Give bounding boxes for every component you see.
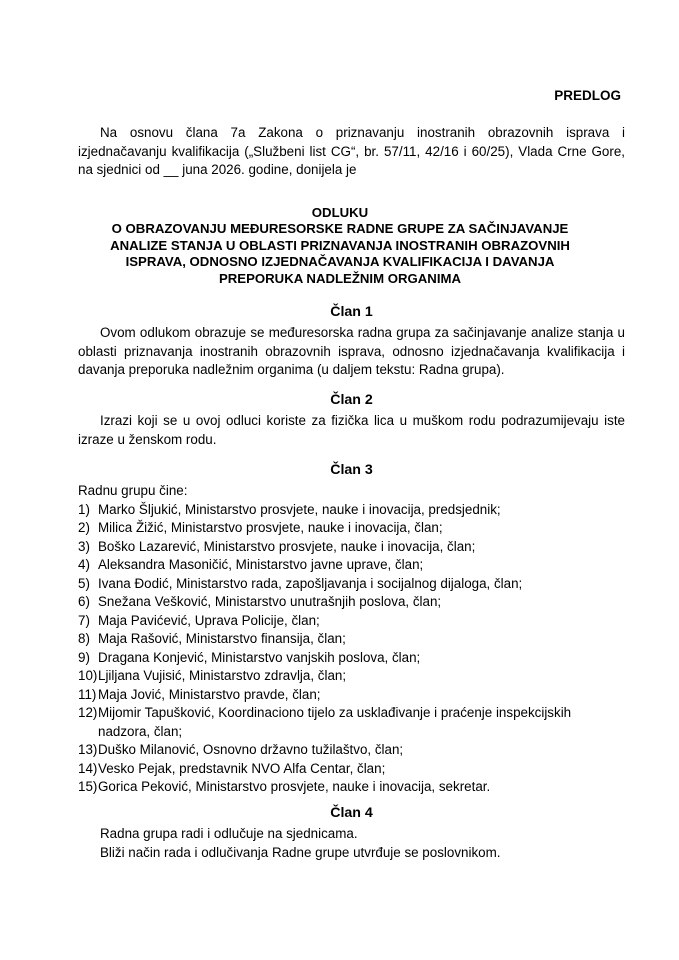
- list-number: 5): [78, 575, 90, 591]
- list-item: [78, 538, 625, 557]
- member-text: Aleksandra Masoničić, Ministarstvo javne uprave, član;: [98, 557, 424, 572]
- list-item: [78, 501, 625, 520]
- article-3: [78, 462, 625, 797]
- member-text: Mijomir Tapušković, Koordinaciono tijelo za usklađivanje i praćenje inspekcijskih nadzora, član;: [98, 705, 572, 739]
- document-title: [60, 205, 620, 287]
- member-text: Dragana Konjević, Ministarstvo vanjskih poslova, član;: [98, 649, 421, 665]
- list-item: [78, 649, 625, 668]
- list-number: 2): [78, 520, 90, 535]
- member-list: [78, 501, 625, 797]
- member-text: Vesko Pejak, predstavnik NVO Alfa Centar, član;: [98, 760, 386, 776]
- title-line: ISPRAVA, ODNOSNO IZJEDNAČAVANJA KVALIFIKACIJA I DAVANJA: [125, 254, 555, 270]
- list-number: 8): [78, 631, 90, 646]
- list-item: [78, 667, 625, 686]
- list-number: 3): [78, 538, 90, 554]
- article-heading: Član 2: [330, 392, 373, 408]
- member-text: Gorica Peković, Ministarstvo prosvjete, nauke i inovacija, sekretar.: [98, 779, 491, 794]
- list-item: [78, 575, 625, 594]
- member-list-intro: Radnu grupu čine:: [78, 483, 188, 498]
- article-heading: Član 3: [330, 462, 373, 478]
- list-number: 11): [78, 686, 97, 702]
- member-text: Ivana Đodić, Ministarstvo rada, zapošljavanja i socijalnog dijaloga, član;: [98, 575, 523, 591]
- title-line: PREPORUKA NADLEŽNIM ORGANIMA: [218, 270, 461, 286]
- article-2: [78, 392, 625, 449]
- list-item: [78, 686, 625, 705]
- list-number: 4): [78, 557, 90, 572]
- member-text: Boško Lazarević, Ministarstvo prosvjete, nauke i inovacija, član;: [98, 538, 476, 554]
- list-item: [78, 630, 625, 649]
- list-number: 7): [78, 612, 90, 628]
- member-text: Duško Milanović, Osnovno državno tužilaštvo, član;: [98, 742, 404, 757]
- member-text: Milica Žižić, Ministarstvo prosvjete, nauke i inovacija, član;: [98, 520, 443, 535]
- list-item: [78, 556, 625, 575]
- list-item: [78, 593, 625, 612]
- article-heading: Član 4: [330, 805, 373, 821]
- member-text: Marko Šljukić, Ministarstvo prosvjete, nauke i inovacija, predsjednik;: [98, 501, 501, 517]
- title-line: ODLUKU: [311, 205, 369, 220]
- article-paragraph: Bliži način rada i odlučivanja Radne grupe utvrđuje se poslovnikom.: [100, 844, 501, 860]
- member-text: Maja Rašović, Ministarstvo finansija, član;: [98, 631, 346, 646]
- article-paragraph: Izrazi koji se u ovoj odluci koriste za fizička lica u muškom rodu podrazumijevaju iste izraze u ženskom rodu.: [78, 413, 625, 447]
- list-item: [78, 612, 625, 631]
- list-number: 15): [78, 779, 98, 794]
- article-paragraph: Ovom odlukom obrazuje se međuresorska radna grupa za sačinjavanje analize stanja u oblasti priznavanja inostranih obrazovnih isprava, odnosno izjednačavanja kvalifikacija i davanja preporuka nadležnim organima (u daljem tekstu: Radna grupa).: [78, 325, 625, 377]
- list-number: 10): [78, 668, 98, 683]
- list-item: [78, 704, 625, 741]
- preamble-paragraph: Na osnovu člana 7a Zakona o priznavanju inostranih obrazovnih isprava i izjednačavanju kvalifikacija („Službeni list CG“, br. 57/11, 42/16 i 60/25), Vlada Crne Gore, na sjednici od __ juna 2026. godine, donijela je: [78, 125, 625, 177]
- list-number: 14): [78, 760, 98, 776]
- list-number: 9): [78, 649, 90, 665]
- status-label: PREDLOG: [554, 88, 621, 103]
- list-number: 1): [78, 501, 90, 517]
- member-text: Snežana Vešković, Ministarstvo unutrašnjih poslova, član;: [98, 594, 442, 609]
- article-heading: Član 1: [330, 304, 373, 320]
- member-text: Maja Pavićević, Uprava Policije, član;: [98, 612, 320, 628]
- article-4: [78, 805, 625, 862]
- list-number: 13): [78, 742, 98, 757]
- article-paragraph: Radna grupa radi i odlučuje na sjednicama.: [100, 826, 358, 841]
- member-text: Maja Jović, Ministarstvo pravde, član;: [98, 686, 321, 702]
- list-item: [78, 778, 625, 797]
- title-line: ANALIZE STANJA U OBLASTI PRIZNAVANJA INOSTRANIH OBRAZOVNIH: [110, 237, 570, 253]
- list-number: 12): [78, 705, 98, 720]
- article-1: [78, 304, 625, 380]
- list-number: 6): [78, 594, 90, 609]
- title-line: O OBRAZOVANJU MEĐURESORSKE RADNE GRUPE ZA SAČINJAVANJE: [111, 221, 569, 237]
- member-text: Ljiljana Vujisić, Ministarstvo zdravlja, član;: [98, 668, 347, 683]
- list-item: [78, 760, 625, 779]
- list-item: [78, 741, 625, 760]
- list-item: [78, 519, 625, 538]
